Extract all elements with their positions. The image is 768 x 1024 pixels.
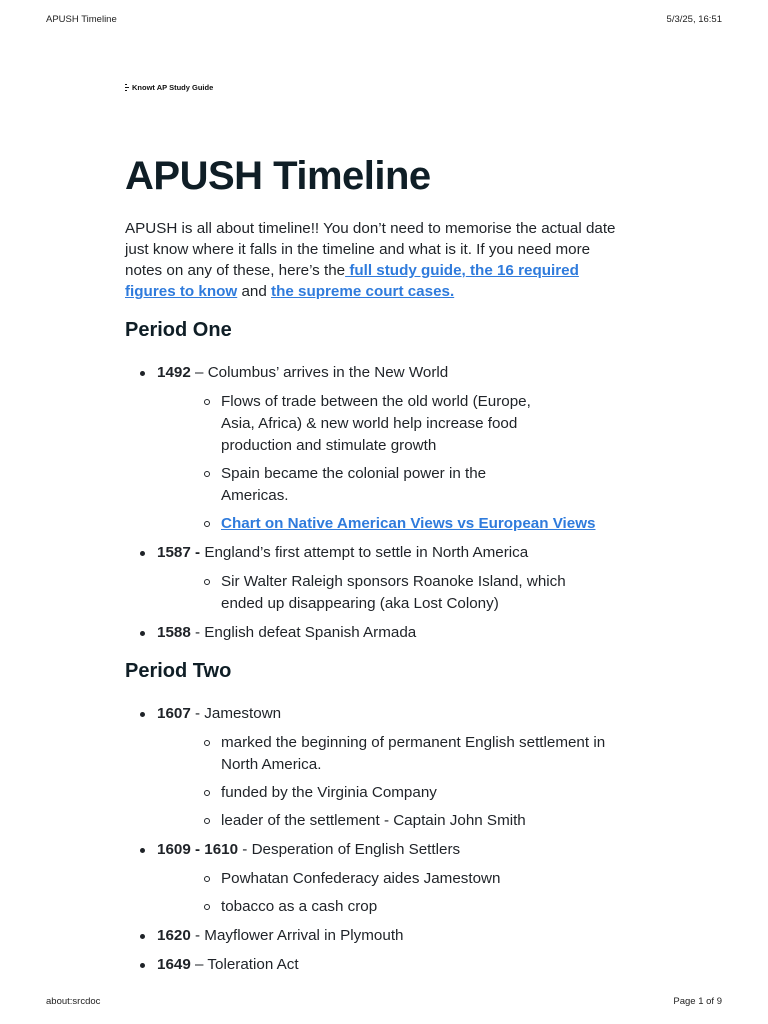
- period-section: [125, 658, 645, 976]
- sub-list: [157, 732, 645, 832]
- period-heading: Period Two: [125, 660, 232, 682]
- print-footer: [46, 996, 722, 1010]
- sub-item: marked the beginning of permanent English settlement in North America.: [157, 732, 611, 776]
- event-list: [125, 362, 645, 644]
- sub-item: tobacco as a cash crop: [157, 896, 611, 918]
- print-timestamp: 5/3/25, 16:51: [666, 14, 722, 25]
- event-separator: –: [190, 956, 208, 973]
- sub-item: Spain became the colonial power in the Americas.: [157, 463, 541, 507]
- event-item: [125, 703, 645, 832]
- period-heading: Period One: [125, 319, 232, 341]
- event-item: [125, 542, 645, 615]
- event-year: 1587 -: [157, 544, 201, 561]
- sub-item: [157, 513, 641, 535]
- event-item: [125, 839, 645, 918]
- event-separator: –: [190, 364, 208, 381]
- event-list: [125, 703, 645, 976]
- event-item: [125, 362, 645, 535]
- print-page-number: Page 1 of 9: [673, 996, 722, 1007]
- event-text: England’s first attempt to settle in North America: [204, 544, 529, 561]
- event-separator: -: [190, 624, 205, 641]
- event-text: English defeat Spanish Armada: [204, 624, 417, 641]
- sub-item: funded by the Virginia Company: [157, 782, 611, 804]
- knowt-logo-icon: [125, 84, 130, 92]
- full-study-guide-link[interactable]: full study guide: [345, 262, 462, 279]
- document-title: APUSH Timeline: [125, 154, 431, 198]
- period-section: [125, 317, 645, 644]
- event-year: 1492: [157, 364, 191, 381]
- event-item: [125, 954, 645, 976]
- sub-item: leader of the settlement - Captain John Smith: [157, 810, 611, 832]
- sub-item: Powhatan Confederacy aides Jamestown: [157, 868, 611, 890]
- comma-link[interactable]: ,: [461, 262, 466, 279]
- event-text: Mayflower Arrival in Plymouth: [204, 927, 404, 944]
- event-separator: -: [238, 841, 252, 858]
- event-text: Columbus’ arrives in the New World: [207, 364, 449, 381]
- sub-list: [157, 391, 645, 535]
- sub-list: [157, 571, 645, 615]
- intro-and-text: and: [237, 283, 272, 300]
- event-item: [125, 925, 645, 947]
- event-text: Desperation of English Settlers: [251, 841, 461, 858]
- intro-text: APUSH is all about timeline!! You don’t need to memorise the actual date just know where it falls in the timeline and what is it. If you need more notes on any of these, here’s the: [125, 220, 616, 279]
- sub-list: [157, 868, 645, 918]
- event-separator: -: [190, 927, 205, 944]
- brand-logo: [125, 83, 213, 92]
- supreme-court-cases-link[interactable]: the supreme court cases.: [271, 283, 455, 300]
- intro-paragraph: [125, 218, 630, 302]
- event-year: 1588: [157, 624, 191, 641]
- event-year: 1649: [157, 956, 191, 973]
- sub-item: Flows of trade between the old world (Europe, Asia, Africa) & new world help increase food production and stimulate growth: [157, 391, 541, 457]
- print-header: [46, 14, 722, 28]
- event-year: 1620: [157, 927, 191, 944]
- native-american-views-chart-link[interactable]: Chart on Native American Views vs European Views: [221, 515, 596, 532]
- event-year: 1609 - 1610: [157, 841, 239, 858]
- sub-item: Sir Walter Raleigh sponsors Roanoke Island, which ended up disappearing (aka Lost Colony): [157, 571, 581, 615]
- event-text: Toleration Act: [207, 956, 299, 973]
- event-separator: -: [190, 705, 205, 722]
- required-figures-link[interactable]: the 16 required figures to know: [125, 262, 579, 300]
- print-page-title: APUSH Timeline: [46, 14, 117, 25]
- document-content: [125, 150, 645, 976]
- print-url: about:srcdoc: [46, 996, 101, 1007]
- brand-text: Knowt AP Study Guide: [132, 83, 214, 92]
- event-text: Jamestown: [204, 705, 282, 722]
- event-item: [125, 622, 645, 644]
- event-year: 1607: [157, 705, 191, 722]
